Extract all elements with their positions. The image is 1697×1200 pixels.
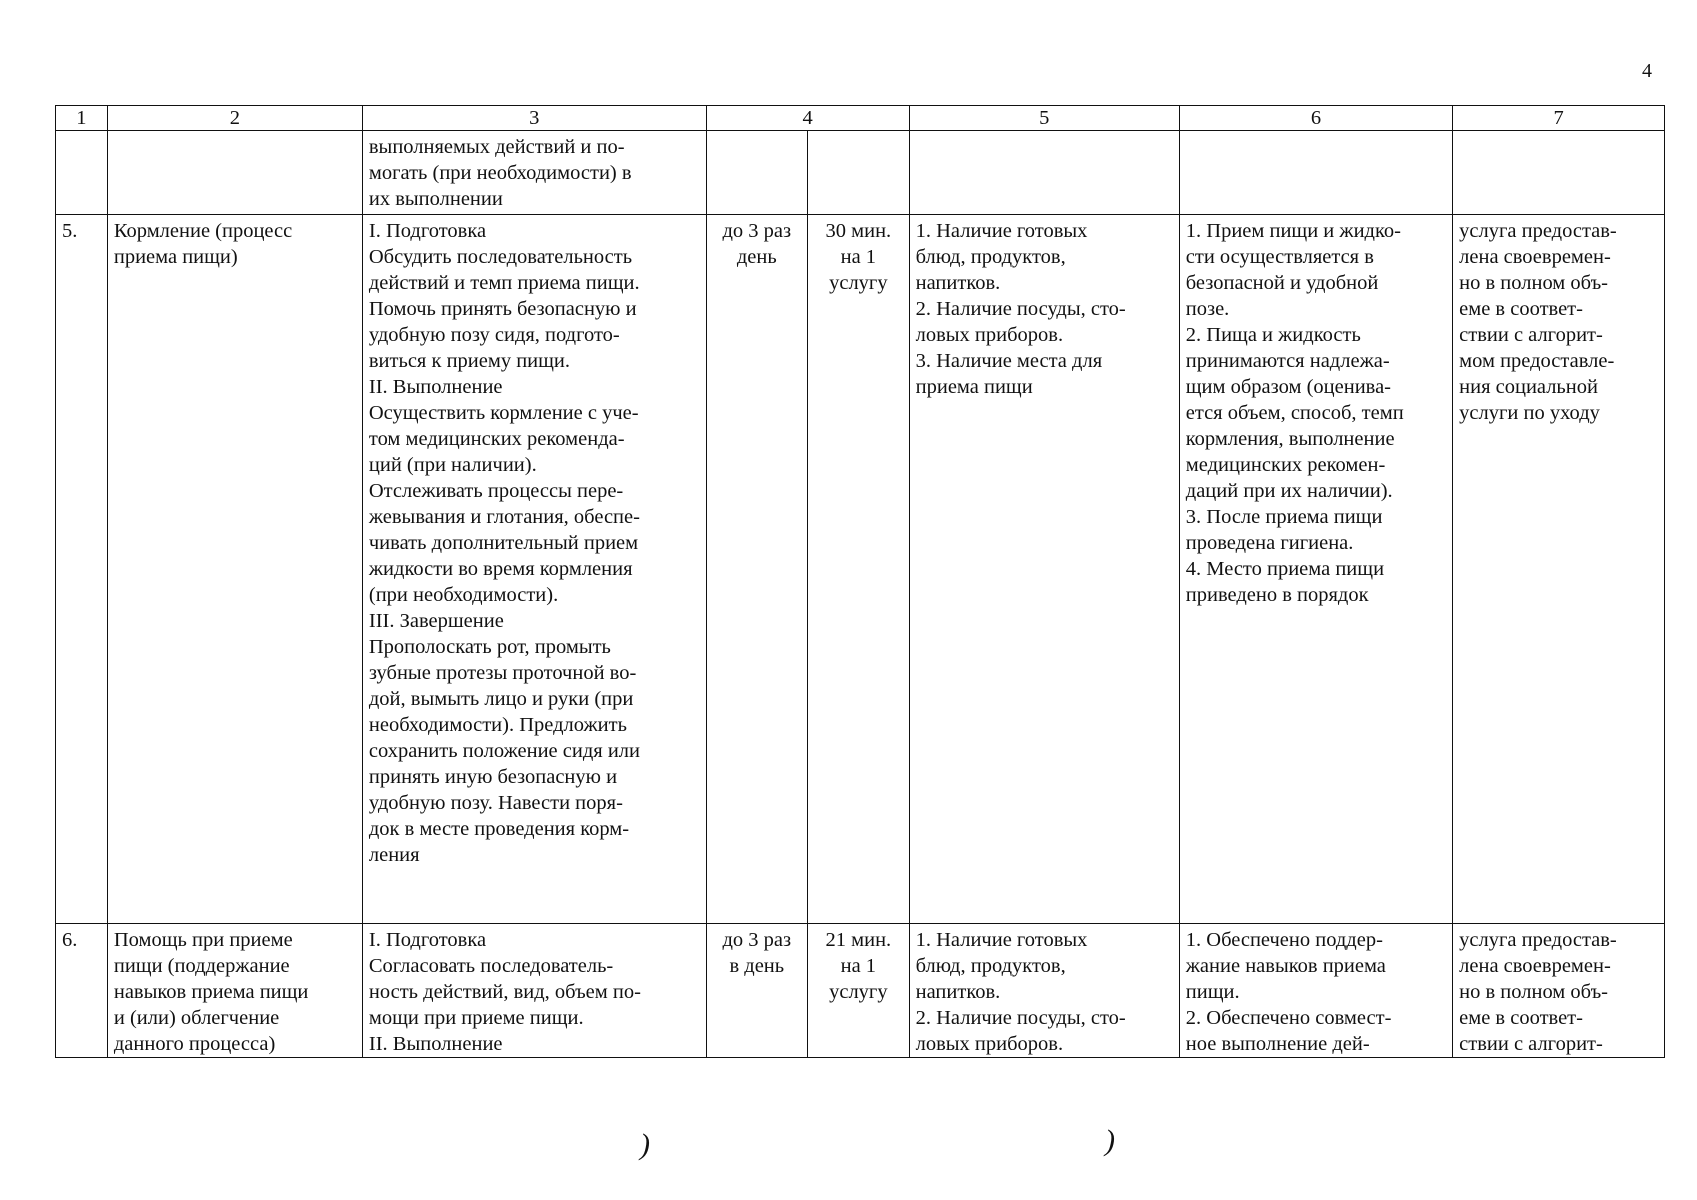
service-frequency: до 3 раз в день [706,924,808,1058]
service-result: услуга предостав- лена своевремен- но в полном объ- еме в соответ- ствии с алгорит- [1453,924,1665,1058]
cont-cell-6 [1179,131,1452,215]
service-name: Помощь при приеме пищи (поддержание навыков приема пищи и (или) облегчение данного процесса) [107,924,362,1058]
scan-mark: ) [1105,1124,1115,1157]
cont-cell-1 [56,131,108,215]
header-cell-1: 1 [56,106,108,131]
service-result: услуга предостав- лена своевремен- но в полном объ- еме в соответ- ствии с алгорит- мом предоставле- ния социальной услуги по уходу [1453,215,1665,924]
service-duration: 30 мин. на 1 услугу [808,215,910,924]
cont-cell-4a [706,131,808,215]
cont-cell-5 [909,131,1179,215]
service-conditions: 1. Наличие готовых блюд, продуктов, напитков. 2. Наличие посуды, сто- ловых приборов. 3. Наличие места для приема пищи [909,215,1179,924]
cont-cell-4b [808,131,910,215]
page-number: 4 [1642,60,1652,82]
cont-cell-7 [1453,131,1665,215]
header-cell-6: 6 [1179,106,1452,131]
header-cell-4: 4 [706,106,909,131]
header-row [56,106,1665,131]
service-duration: 21 мин. на 1 услугу [808,924,910,1058]
header-cell-2: 2 [107,106,362,131]
services-table [55,105,1665,1058]
service-quality: 1. Обеспечено поддер- жание навыков приема пищи. 2. Обеспечено совмест- ное выполнение дей- [1179,924,1452,1058]
service-content: I. Подготовка Согласовать последователь- ность действий, вид, объем по- мощи при приеме пищи. II. Выполнение [362,924,706,1058]
scan-mark: ) [640,1128,650,1161]
service-conditions: 1. Наличие готовых блюд, продуктов, напитков. 2. Наличие посуды, сто- ловых приборов. [909,924,1179,1058]
header-cell-7: 7 [1453,106,1665,131]
row-number: 5. [56,215,108,924]
continuation-row [56,131,1665,215]
header-cell-5: 5 [909,106,1179,131]
service-quality: 1. Прием пищи и жидко- сти осуществляется в безопасной и удобной позе. 2. Пища и жидкость принимаются надлежа- щим образом (оценива- ется объем, способ, темп кормления, выполнение медицинских рекомен- даций при их наличии). 3. После приема пищи проведена гигиена. 4. Место приема пищи приведено в порядок [1179,215,1452,924]
table-row [56,215,1665,924]
table-row [56,924,1665,1058]
row-number: 6. [56,924,108,1058]
cont-cell-2 [107,131,362,215]
service-frequency: до 3 раз день [706,215,808,924]
header-cell-3: 3 [362,106,706,131]
service-content: I. Подготовка Обсудить последовательность действий и темп приема пищи. Помочь принять безопасную и удобную позу сидя, подгото- виться к приему пищи. II. Выполнение Осуществить кормление с уче- том медицинских рекоменда- ций (при наличии). Отслеживать процессы пере- жевывания и глотания, обеспе- чивать дополнительный прием жидкости во время кормления (при необходимости). III. Завершение Прополоскать рот, промыть зубные протезы проточной во- дой, вымыть лицо и руки (при необходимости). Предложить сохранить положение сидя или принять иную безопасную и удобную позу. Навести поря- док в месте проведения корм- ления [362,215,706,924]
service-name: Кормление (процесс приема пищи) [107,215,362,924]
cont-content: выполняемых действий и по- могать (при необходимости) в их выполнении [362,131,706,215]
